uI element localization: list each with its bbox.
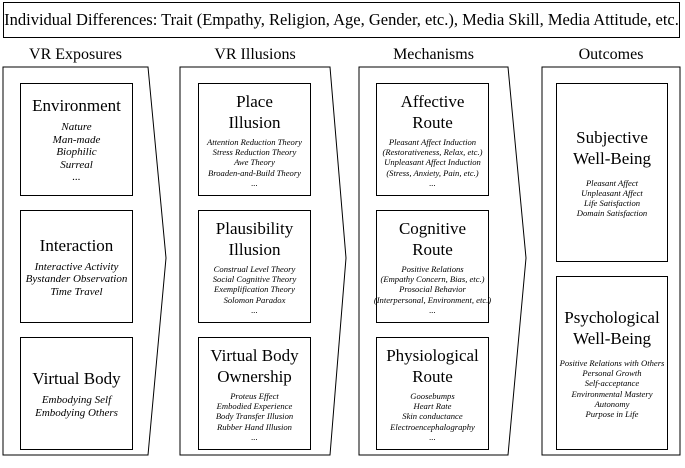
box-title: Affective Route <box>400 92 465 133</box>
box-title: Place Illusion <box>228 92 281 133</box>
box-title: Virtual Body Ownership <box>210 346 299 387</box>
box-title: Environment <box>32 96 121 116</box>
box-title: Virtual Body <box>32 369 121 388</box>
box-title: Plausibility Illusion <box>215 219 294 260</box>
box-virtual-body <box>20 337 133 450</box>
column-header-vr-exposures: VR Exposures <box>29 46 122 63</box>
box-environment <box>20 83 133 196</box>
box-items: Embodying Self Embodying Others <box>35 394 118 419</box>
box-items: Interactive Activity Bystander Observation Time Travel <box>25 260 128 298</box>
column-header-vr-illusions: VR Illusions <box>214 46 296 63</box>
box-subjective-well-being <box>556 83 668 262</box>
box-plausibility-illusion <box>198 210 311 323</box>
box-items: Positive Relations with Others Personal Growth Self-acceptance Environmental Mastery Autonomy Purpose in Life <box>559 358 665 419</box>
box-title: Interaction <box>39 235 114 255</box>
box-title: Psychological Well-Being <box>564 308 660 349</box>
box-title: Physiological Route <box>386 346 479 387</box>
box-items: Pleasant Affect Unpleasant Affect Life Satisfaction Domain Satisfaction <box>576 177 648 219</box>
box-psychological-well-being <box>556 276 668 450</box>
box-items: Pleasant Affect Induction (Restorativeness, Relax, etc.) Unpleasant Affect Induction (Stress, Anxiety, Pain, etc.) ... <box>382 137 483 188</box>
box-title: Subjective Well-Being <box>573 127 651 168</box>
column-header-mechanisms: Mechanisms <box>393 46 474 63</box>
box-items: Attention Reduction Theory Stress Reduction Theory Awe Theory Broaden-and-Build Theory ... <box>207 137 302 188</box>
box-virtual-body-ownership <box>198 337 311 450</box>
column-header-outcomes: Outcomes <box>578 46 644 63</box>
box-affective-route <box>376 83 489 196</box>
box-items: Construal Level Theory Social Cognitive Theory Exemplification Theory Solomon Paradox ... <box>212 264 297 315</box>
box-items: Nature Man-made Biophilic Surreal ... <box>52 121 101 184</box>
box-items: Proteus Effect Embodied Experience Body Transfer Illusion Rubber Hand Illusion ... <box>215 391 294 442</box>
box-items: Positive Relations (Empathy Concern, Bias, etc.) Prosocial Behavior (Interpersonal, Environment, etc.) ... <box>373 264 492 315</box>
box-interaction <box>20 210 133 323</box>
box-physiological-route <box>376 337 489 450</box>
box-title: Cognitive Route <box>398 219 467 260</box>
box-cognitive-route <box>373 210 492 323</box>
individual-differences-text: Individual Differences: Trait (Empathy, Religion, Age, Gender, etc.), Media Skill, Media Attitude, etc. <box>4 10 679 29</box>
box-place-illusion <box>198 83 311 196</box>
box-items: Goosebumps Heart Rate Skin conductance Electroencephalography ... <box>390 391 475 442</box>
